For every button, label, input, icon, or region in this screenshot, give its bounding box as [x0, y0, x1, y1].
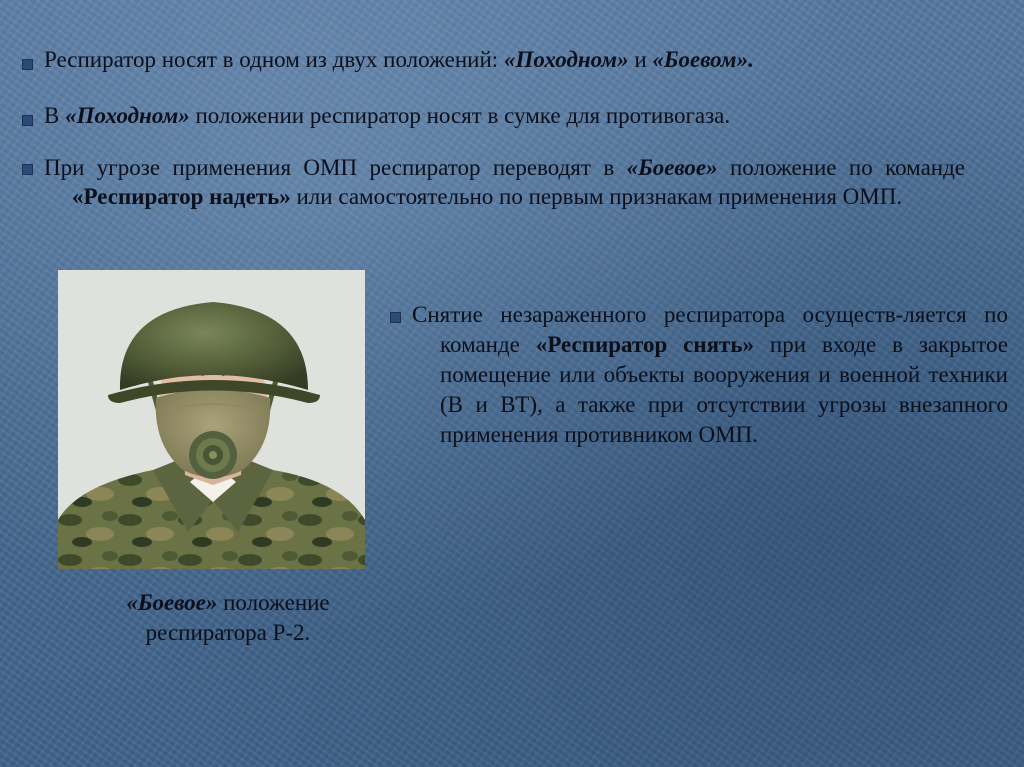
paragraph-3-text-c: или самостоятельно по первым признакам применения ОМП. [290, 184, 903, 209]
paragraph-2-text-a: В [44, 103, 66, 128]
caption-line-2: респиратора Р-2. [145, 620, 311, 645]
caption-line-1 [58, 588, 398, 618]
caption-text-a: положение [217, 590, 330, 615]
paragraph-2-emphasis-a: «Походном» [65, 103, 190, 128]
paragraph-1-emphasis-b: «Боевом». [652, 47, 754, 72]
bullet-4 [390, 312, 401, 323]
paragraph-4-command: «Респиратор снять» [535, 332, 755, 357]
paragraph-1-text-a: Респиратор носят в одном из двух положений: [44, 47, 504, 72]
photo-caption [58, 588, 398, 648]
paragraph-3-emphasis-a: «Боевое» [626, 155, 718, 180]
paragraph-2-text-b: положении респиратор носят в сумке для противогаза. [189, 103, 731, 128]
caption-emphasis: «Боевое» [126, 590, 218, 615]
paragraph-3-command: «Респиратор надеть» [72, 184, 291, 209]
paragraph-3-text-a: При угрозе применения ОМП респиратор переводят в [44, 155, 627, 180]
paragraph-1-emphasis-a: «Походном» [503, 47, 629, 72]
paragraph-3 [44, 153, 965, 211]
bullet-3 [22, 164, 33, 175]
paragraph-4-text-b: при входе в закрытое помещение или объекты вооружения и военной техники (В и ВТ), а также при отсутствии угрозы внезапного применения противником ОМП. [440, 332, 1008, 447]
paragraph-2 [44, 101, 1004, 131]
paragraph-4-text-a: Снятие незараженного респиратора осуществ-ляется по команде [412, 302, 1008, 357]
bullet-1 [22, 59, 33, 70]
paragraph-4 [412, 300, 1008, 450]
paragraph-1-text-b: и [628, 47, 653, 72]
soldier-respirator-photo [58, 270, 365, 569]
bullet-2 [22, 115, 33, 126]
paragraph-3-text-b: положение по команде [717, 155, 965, 180]
soldier-illustration [58, 270, 365, 569]
paragraph-1 [44, 45, 1004, 75]
